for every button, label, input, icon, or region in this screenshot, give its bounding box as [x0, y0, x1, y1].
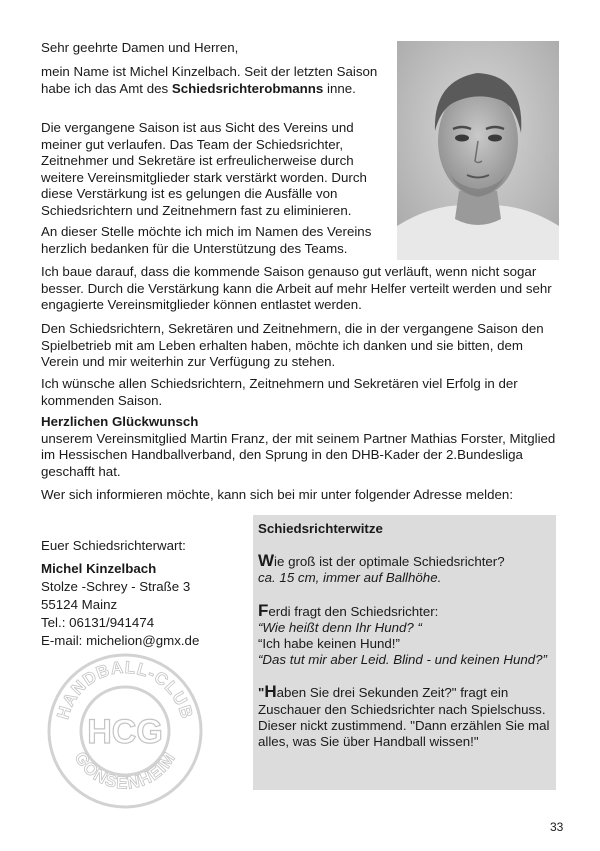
congratulations-section	[41, 414, 561, 480]
referees-paragraph: Den Schiedsrichtern, Sekretären und Zeitnehmern, die in der vergangene Saison den Spielbetrieb mit am Leben erhalten haben, möchte ich danken und sie bitten, dem Verein und mir weiterhin zur Verfügung zu stehen.	[41, 321, 544, 369]
logo-top-text: HANDBALL-CLUB	[53, 657, 197, 722]
signature-email: E-mail: michelion@gmx.de	[41, 633, 200, 648]
svg-text:GONSENHEIM	[71, 748, 180, 792]
intro-paragraph	[41, 64, 393, 97]
signature-city: 55124 Mainz	[41, 597, 118, 612]
joke-2-line-1: Ferdi fragt den Schiedsrichter:	[258, 600, 439, 620]
joke-3-text: "Haben Sie drei Sekunden Zeit?" fragt ein Zuschauer den Schiedsrichter nach Spielschuss. Dieser nickt zustimmend. "Dann erzählen Sie mal alles, was Sie über Handball wissen!"	[258, 682, 550, 750]
page-number: 33	[550, 820, 564, 834]
svg-text:HANDBALL-CLUB	[53, 658, 196, 722]
contact-paragraph: Wer sich informieren möchte, kann sich bei mir unter folgender Adresse melden:	[41, 487, 514, 502]
joke-2-line-4: “Das tut mir aber Leid. Blind - und keinen Hund?”	[258, 652, 547, 668]
intro-role: Schiedsrichterobmanns	[171, 80, 324, 96]
season-paragraph: Die vergangene Saison ist aus Sicht des Vereins und meiner gut verlaufen. Das Team der Schiedsrichter, Zeitnehmer und Sekretäre ist erfreulicherweise durch weitere Vereinsmitglieder stark verstärkt worden. Durch diese Verstärkung ist es gelungen die Ausfälle von Schiedsrichtern und Zeitnehmern fast zu eliminieren.	[41, 120, 367, 218]
joke-2-line-3: “Ich habe keinen Hund!”	[258, 636, 400, 652]
signature-street: Stolze -Schrey - Straße 3	[41, 579, 191, 594]
logo-monogram: HCG	[87, 713, 163, 751]
thanks-paragraph: An dieser Stelle möchte ich mich im Namen des Vereins herzlich bedanken für die Unterstützung des Teams.	[41, 224, 372, 256]
portrait-photo	[397, 41, 559, 260]
signature-block	[41, 537, 241, 650]
congratulations-text: unserem Vereinsmitglied Martin Franz, der mit seinem Partner Mathias Forster, Mitglied im Hessischen Handballverband, den Sprung in den DHB-Kader der 2.Bundesliga geschafft hat.	[41, 430, 556, 479]
signature-closing: Euer Schiedsrichterwart:	[41, 538, 186, 553]
intro-text: mein Name ist Michel Kinzelbach. Seit der letzten Saison habe ich das Amt des	[41, 64, 378, 96]
greeting: Sehr geehrte Damen und Herren,	[41, 40, 239, 55]
congratulations-heading: Herzlichen Glückwunsch	[41, 414, 199, 429]
hope-paragraph: Ich baue darauf, dass die kommende Saison genauso gut verläuft, wenn nicht sogar besser. Durch die Verstärkung kann die Arbeit auf mehr Helfer verteilt werden und sehr engagierte Vereinsmitglieder können entlastet werden.	[41, 264, 552, 312]
referee-jokes-box	[253, 515, 556, 790]
signature-name: Michel Kinzelbach	[41, 561, 157, 576]
joke-1-question: Wie groß ist der optimale Schiedsrichter?	[258, 551, 505, 571]
joke-1-answer: ca. 15 cm, immer auf Ballhöhe.	[258, 570, 442, 586]
joke-2-line-2: “Wie heißt denn Ihr Hund? “	[258, 619, 422, 635]
logo-bottom-text: GONSENHEIM	[70, 748, 180, 793]
wish-paragraph: Ich wünsche allen Schiedsrichtern, Zeitnehmern und Sekretären viel Erfolg in der kommenden Saison.	[41, 376, 518, 408]
signature-phone: Tel.: 06131/941474	[41, 615, 155, 630]
club-logo	[45, 651, 205, 811]
intro-suffix: inne.	[323, 80, 356, 96]
jokes-title: Schiedsrichterwitze	[258, 521, 383, 536]
